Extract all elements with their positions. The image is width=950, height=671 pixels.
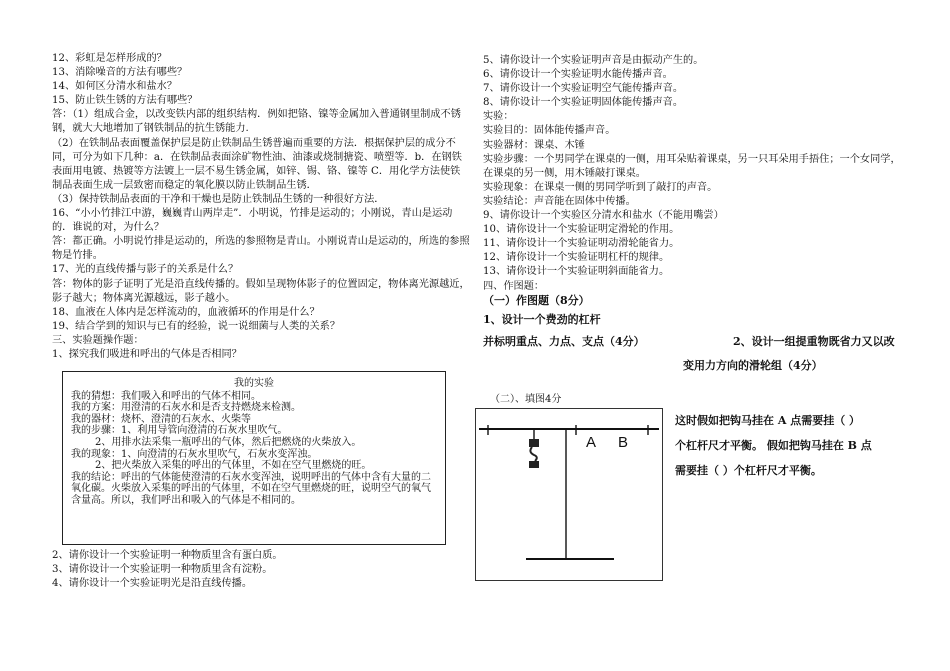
experiment-guess: 我的猜想：我们吸入和呼出的气体不相同。 — [71, 390, 261, 402]
hook-weights-icon — [529, 439, 539, 468]
point-a-label: A — [586, 434, 597, 451]
lever-question — [675, 408, 905, 483]
question-15: 15、防止铁生锈的方法有哪些？ — [52, 95, 198, 107]
experiment-12: 12、请你设计一个实验证明杠杆的规律。 — [483, 252, 670, 264]
experiment-step-2: 2、用排水法采集一瓶呼出的气体，然后把燃烧的火柴放入。 — [95, 437, 362, 449]
question-19: 19、结合学到的知识与已有的经验，说一说细菌与人类的关系？ — [52, 320, 341, 332]
experiment-9: 9、请你设计一个实验区分清水和盐水（不能用嘴尝） — [483, 210, 724, 222]
lever-diagram — [476, 409, 662, 580]
experiment-3: 3、请你设计一个实验证明一种物质里含有淀粉。 — [52, 564, 273, 576]
question-13: 13、消除噪音的方法有哪些？ — [52, 67, 188, 79]
answer-15-part2: （2）在铁制品表面覆盖保护层是防止铁制品生锈普遍而重要的方法．根据保护层的成分不同，可分为如下几种：a．在铁制品表面涂矿物性油、油漆或烧制搪瓷、喷塑等．b．在钢铁表面用电镀、热镀等方法镀上一层不易生锈金属，如锌、锡、铬、镍等 C．用化学方法使铁制品表面生成一层致密而稳定的氧化膜以防止铁制品生锈． — [52, 137, 462, 191]
experiment-phenomenon-2: 2、把火柴放入采集的呼出的气体里，不如在空气里燃烧的旺。 — [95, 460, 372, 472]
question-16: 16、“小小竹排江中游，巍巍青山两岸走”．小明说，竹排是运动的；小刚说，青山是运动的．谁说的对，为什么？ — [52, 208, 453, 234]
experiment-box-title: 我的实验 — [234, 378, 274, 390]
experiment-equipment: 实验器材：课桌、木锤 — [483, 139, 585, 151]
drawing-section-header: （一）作图题（8分） — [483, 293, 590, 307]
experiment-phenomenon-1: 我的现象：1、向澄清的石灰水里吹气，石灰水变浑浊。 — [71, 448, 318, 460]
fill-figure-label: （二）、填图4分 — [490, 394, 562, 405]
experiment-5: 5、请你设计一个实验证明声音是由振动产生的。 — [483, 55, 704, 66]
question-14: 14、如何区分清水和盐水？ — [52, 81, 178, 93]
experiment-purpose: 实验目的：固体能传播声音。 — [483, 125, 616, 137]
lever-question-line-1: 这时假如把钩马挂在 A 点需要挂（ ） — [675, 414, 861, 427]
experiment-10: 10、请你设计一个实验证明定滑轮的作用。 — [483, 224, 680, 236]
section-3-heading: 三、实验题操作题： — [52, 334, 144, 346]
experiment-step-1: 我的步骤：1、利用导管向澄清的石灰水里吹气。 — [71, 425, 288, 437]
point-b-label: B — [618, 434, 629, 451]
question-18: 18、血液在人体内是怎样流动的，血液循环的作用是什么？ — [52, 306, 320, 318]
left-column — [52, 52, 470, 591]
question-12: 12、彩虹是怎样形成的？ — [52, 53, 167, 64]
lever-question-line-2: 个杠杆尺才平衡。 假如把钩马挂在 B 点 — [675, 439, 872, 452]
experiment-box — [62, 371, 446, 545]
experiment-13: 13、请你设计一个实验证明斜面能省力。 — [483, 266, 670, 278]
experiment-materials: 我的器材：烧杯、澄清的石灰水、火柴等 — [71, 413, 251, 425]
answer-15-part3: （3）保持铁制品表面的干净和干燥也是防止铁制品生锈的一种很好方法． — [52, 193, 385, 205]
experiment-8: 8、请你设计一个实验证明固体能传播声音。 — [483, 97, 684, 109]
answer-15-part1: 答：（1）组成合金，以改变铁内部的组织结构．例如把铬、镍等金属加入普通钢里制成不锈钢，就大大地增加了钢铁制品的抗生锈能力. — [52, 109, 461, 135]
experiment-steps: 实验步骤：一个男同学在课桌的一侧，用耳朵贴着课桌，另一只耳朵用手捂住；一个女同学，在课桌的另一侧，用木锤敲打课桌。 — [483, 153, 901, 179]
experiment-1-question: 1、探究我们吸进和呼出的气体是否相同？ — [52, 348, 242, 360]
experiment-conclusion: 我的结论：呼出的气体能使澄清的石灰水变浑浊，说明呼出的气体中含有大量的二氧化碳。火柴放入采集的呼出的气体里，不如在空气里燃烧的旺，说明空气的氧气含量高。所以，我们呼出和吸入的气体是不相同的。 — [71, 471, 431, 506]
experiment-11: 11、请你设计一个实验证明动滑轮能省力。 — [483, 238, 680, 250]
lever-figure — [475, 408, 663, 581]
experiment-label: 实验： — [483, 111, 514, 123]
drawing-question-2b: 变用力方向的滑轮组（4分） — [683, 358, 823, 372]
right-column — [483, 54, 903, 373]
question-17: 17、光的直线传播与影子的关系是什么？ — [52, 264, 239, 276]
experiment-7: 7、请你设计一个实验证明空气能传播声音。 — [483, 83, 684, 95]
experiment-4: 4、请你设计一个实验证明光是沿直线传播。 — [52, 578, 253, 590]
lever-question-line-3: 需要挂（ ）个杠杆尺才平衡。 — [675, 464, 822, 477]
drawing-question-1a: 1、设计一个费劲的杠杆 — [483, 312, 601, 326]
experiment-6: 6、请你设计一个实验证明水能传播声音。 — [483, 69, 673, 81]
answer-17: 答：物体的影子证明了光是沿直线传播的。假如呈现物体影子的位置固定，物体离光源越近，影子越大；物体离光源越远，影子越小。 — [52, 278, 470, 304]
drawing-question-2a: 2、设计一组提重物既省力又以改 — [733, 334, 895, 348]
answer-16: 答：都正确。小明说竹排是运动的，所选的参照物是青山。小刚说青山是运动的，所选的参照物是竹排。 — [52, 236, 470, 262]
experiment-conclusion-right: 实验结论：声音能在固体中传播。 — [483, 195, 636, 207]
experiment-phenomenon: 实验现象：在课桌一侧的男同学听到了敲打的声音。 — [483, 181, 718, 193]
section-4-heading: 四、作图题： — [483, 280, 545, 292]
drawing-question-1b: 并标明重点、力点、支点（4分） — [483, 334, 645, 348]
experiment-2: 2、请你设计一个实验证明一种物质里含有蛋白质。 — [52, 550, 283, 562]
experiment-plan: 我的方案：用澄清的石灰水和是否支持燃烧来检测。 — [71, 402, 301, 414]
